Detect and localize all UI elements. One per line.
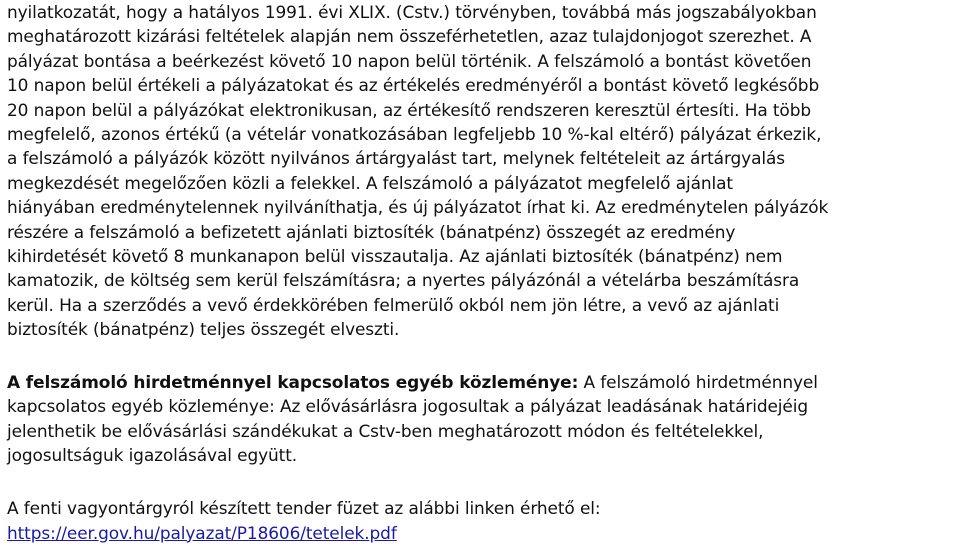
text-line: kamatozik, de költség sem kerül felszámításra; a nyertes pályázónál a vételárba beszámításra	[7, 270, 800, 291]
text-line: kerül. Ha a szerződés a vevő érdekkörében felmerülő okból nem jön létre, a vevő az ajánlati	[7, 294, 780, 315]
text-line	[7, 49, 957, 73]
text-line: megfelelő, azonos értékű (a vételár vonatkozásában legfeljebb 10 %-kal eltérő) pályázat érkezik,	[7, 123, 822, 144]
document-body	[7, 0, 957, 545]
paragraph-sale-conditions	[7, 0, 957, 341]
text-line: részére a felszámoló a befizetett ajánlati biztosíték (bánatpénz) összegét az eredmény	[7, 221, 736, 242]
text-line: A fenti vagyontárgyról készített tender füzet az alábbi linken érhető el:	[7, 498, 601, 519]
text-line: a felszámoló a pályázók között nyilvános ártárgyalást tart, melynek feltételeit az ártárgyalás	[7, 148, 785, 169]
text-line: nyilatkozatát, hogy a hatályos 1991. évi XLIX. (Cstv.) törvényben, továbbá más jogszabályokban	[7, 2, 817, 22]
announcement-heading: A felszámoló hirdetménnyel kapcsolatos egyéb közleménye:	[7, 372, 579, 393]
text-line: jogosultságuk igazolásával együtt.	[7, 445, 298, 466]
text-fragment: Ha több	[739, 99, 811, 120]
text-line: kapcsolatos egyéb közleménye: Az elővásárlásra jogosultak a pályázat leadásának határidejéig	[7, 396, 808, 417]
tender-document-link[interactable]: https://eer.gov.hu/palyazat/P18606/tetelek.pdf	[7, 522, 397, 543]
text-line: megkezdését megelőzően közli a felekkel. A felszámoló a pályázatot megfelelő ajánlat	[7, 172, 733, 193]
text-line	[7, 370, 957, 394]
text-line: biztosíték (bánatpénz) teljes összegét elveszti.	[7, 319, 400, 340]
text-line	[7, 521, 957, 545]
text-fragment: 20 napon belül a pályázókat elektronikusan, az értékesítő rendszeren keresztül értesíti.	[7, 99, 740, 120]
text-line: kihirdetését követő 8 munkanapon belül visszautalja. Az ajánlati biztosíték (bánatpénz) nem	[7, 245, 783, 266]
text-line: jelenthetik be elővásárlási szándékukat a Cstv-ben meghatározott módon és feltételekkel,	[7, 420, 764, 441]
paragraph-tender-link	[7, 496, 957, 545]
text-line: hiányában eredménytelennek nyilváníthatja, és új pályázatot írhat ki. Az eredménytelen pályázók	[7, 197, 829, 218]
text-fragment: A felszámoló hirdetménnyel	[578, 372, 818, 393]
paragraph-announcement	[7, 370, 957, 468]
text-fragment: pályázat bontása a beérkezést követő 10 napon belül történik.	[7, 50, 533, 71]
paragraph-spacer	[7, 341, 957, 370]
text-line	[7, 98, 957, 122]
text-fragment: A felszámoló a bontást követően	[532, 50, 812, 71]
paragraph-spacer	[7, 468, 957, 497]
text-line: meghatározott kizárási feltételek alapján nem összeférhetetlen, azaz tulajdonjogot szerezhet. A	[7, 26, 812, 47]
text-line: 10 napon belül értékeli a pályázatokat és az értékelés eredményéről a bontást követő legkésőbb	[7, 75, 820, 96]
